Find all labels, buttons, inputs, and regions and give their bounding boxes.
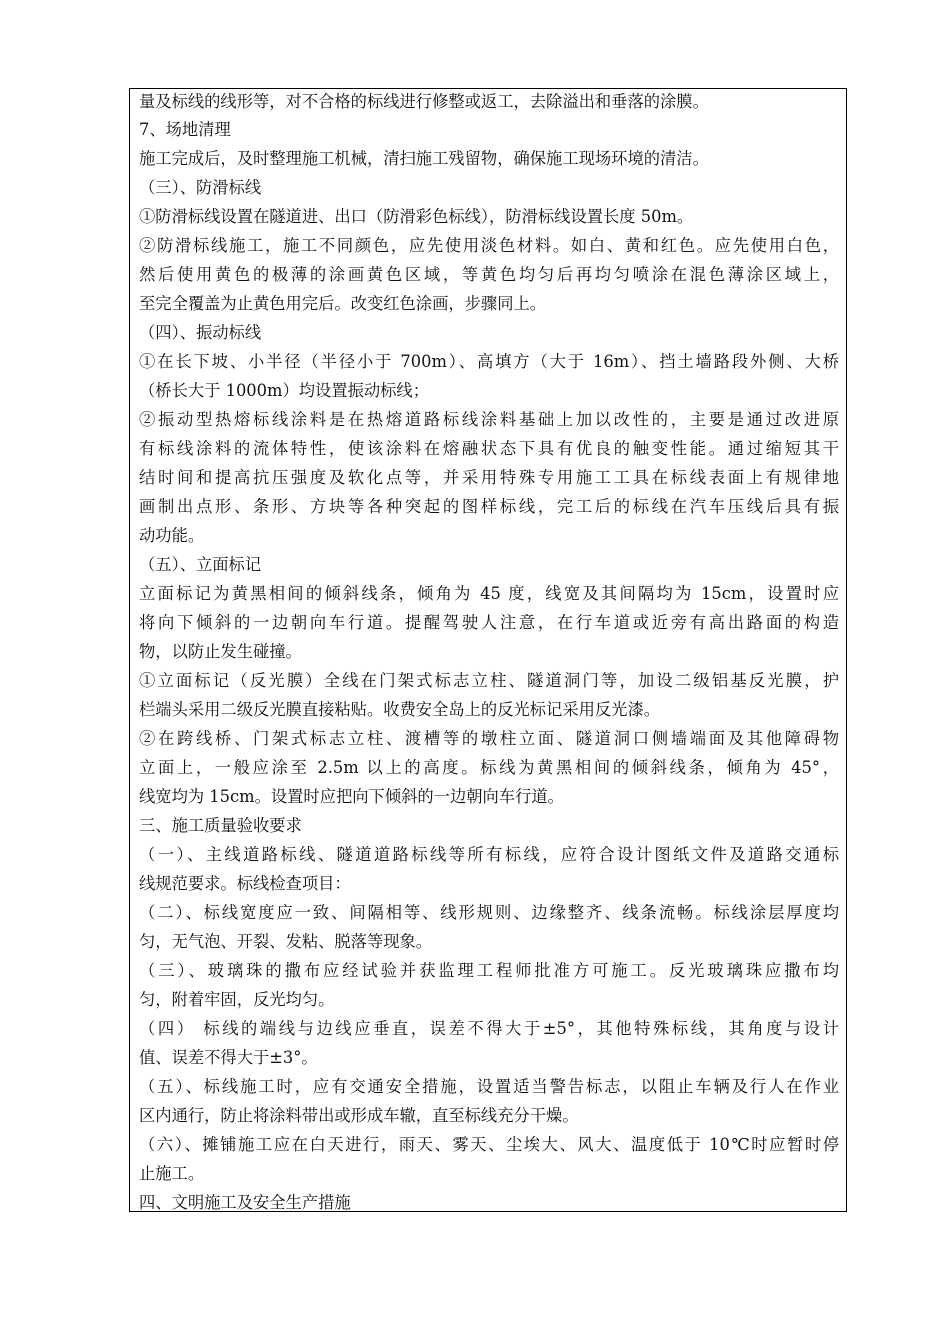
text-line: （三）、防滑标线 [139, 178, 262, 197]
text-line: 将向下倾斜的一边朝向车行道。提醒驾驶人注意，在行车道或近旁有高出路面的构造 [139, 613, 839, 632]
text-line: （一）、主线道路标线、隧道道路标线等所有标线，应符合设计图纸文件及道路交通标 [139, 845, 839, 864]
text-line: 匀，无气泡、开裂、发粘、脱落等现象。 [139, 932, 433, 951]
text-line: （三）、玻璃珠的撒布应经试验并获监理工程师批准方可施工。反光玻璃珠应撒布均 [139, 961, 839, 980]
text-line: 匀，附着牢固，反光均匀。 [139, 990, 335, 1009]
text-line: 四、文明施工及安全生产措施 [139, 1193, 351, 1212]
text-line: ①在长下坡、小半径（半径小于 700m）、高填方（大于 16m）、挡土墙路段外侧、大桥 [139, 352, 839, 371]
text-line: 量及标线的线形等，对不合格的标线进行修整或返工，去除溢出和垂落的涂膜。 [139, 92, 709, 111]
text-line: 然后使用黄色的极薄的涂画黄色区域，等黄色均匀后再均匀喷涂在混色薄涂区域上， [139, 265, 839, 284]
text-line: 画制出点形、条形、方块等各种突起的图样标线，完工后的标线在汽车压线后具有振 [139, 497, 839, 516]
text-line: 施工完成后，及时整理施工机械，清扫施工残留物，确保施工现场环境的清洁。 [139, 149, 709, 168]
text-line: 物，以防止发生碰撞。 [139, 642, 302, 661]
text-line: ②在跨线桥、门架式标志立柱、渡槽等的墩柱立面、隧道洞口侧墙端面及其他障碍物 [139, 729, 839, 748]
text-line: ①防滑标线设置在隧道进、出口（防滑彩色标线），防滑标线设置长度 50m。 [139, 207, 694, 226]
text-line: ②防滑标线施工，施工不同颜色，应先使用淡色材料。如白、黄和红色。应先使用白色， [139, 236, 839, 255]
text-line: 立面标记为黄黑相间的倾斜线条，倾角为 45 度，线宽及其间隔均为 15cm，设置时应 [139, 584, 839, 603]
text-line: 栏端头采用二级反光膜直接粘贴。收费安全岛上的反光标记采用反光漆。 [139, 700, 661, 719]
text-line: 立面上，一般应涂至 2.5m 以上的高度。标线为黄黑相间的倾斜线条，倾角为 45°， [139, 758, 839, 777]
text-line: 区内通行，防止将涂料带出或形成车辙，直至标线充分干燥。 [139, 1106, 579, 1125]
text-line: 7、场地清理 [139, 120, 231, 139]
text-line: 线规范要求。标线检查项目： [139, 874, 351, 893]
text-line: 线宽均为 15cm。设置时应把向下倾斜的一边朝向车行道。 [139, 787, 564, 806]
text-line: 至完全覆盖为止黄色用完后。改变红色涂画，步骤同上。 [139, 294, 547, 313]
text-line: 止施工。 [139, 1164, 205, 1183]
text-line: 动功能。 [139, 526, 205, 545]
text-line: 三、施工质量验收要求 [139, 816, 302, 835]
text-line: （四） 标线的端线与边线应垂直，误差不得大于±5°，其他特殊标线，其角度与设计 [139, 1019, 839, 1038]
text-line: 结时间和提高抗压强度及软化点等，并采用特殊专用施工工具在标线表面上有规律地 [139, 468, 839, 487]
text-line: （四）、振动标线 [139, 323, 262, 342]
text-line: （六）、摊铺施工应在白天进行，雨天、雾天、尘埃大、风大、温度低于 10℃时应暂时停 [139, 1135, 839, 1154]
text-line: 有标线涂料的流体特性，使该涂料在熔融状态下具有优良的触变性能。通过缩短其干 [139, 439, 839, 458]
text-line: ②振动型热熔标线涂料是在热熔道路标线涂料基础上加以改性的，主要是通过改进原 [139, 410, 839, 429]
text-line: 值、误差不得大于±3°。 [139, 1048, 318, 1067]
text-line: （五）、立面标记 [139, 555, 262, 574]
text-line: （五）、标线施工时，应有交通安全措施，设置适当警告标志，以阻止车辆及行人在作业 [139, 1077, 839, 1096]
text-line: （二）、标线宽度应一致、间隔相等、线形规则、边缘整齐、线条流畅。标线涂层厚度均 [139, 903, 839, 922]
document-text-box [129, 88, 847, 1212]
text-line: （桥长大于 1000m）均设置振动标线； [139, 381, 429, 400]
text-line: ①立面标记（反光膜）全线在门架式标志立柱、隧道洞门等，加设二级铝基反光膜，护 [139, 671, 839, 690]
